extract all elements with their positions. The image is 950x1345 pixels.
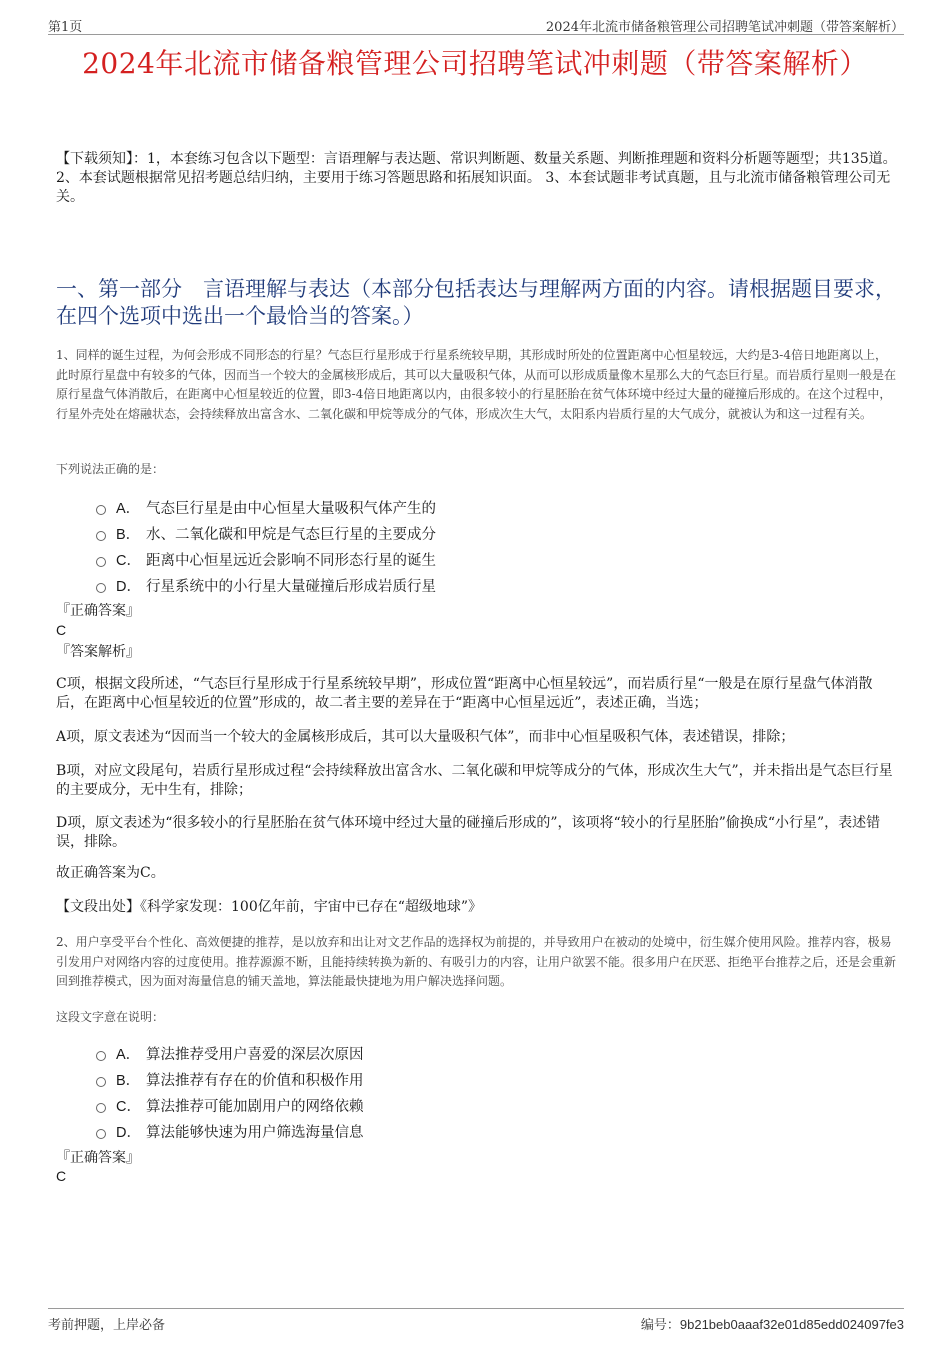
radio-icon[interactable] [96,1051,106,1061]
question-1-analysis-b: B项，对应文段尾句，岩质行星形成过程“会持续释放出富含水、二氧化碳和甲烷等成分的气体，形成次生大气”，并未指出是气态巨行星的主要成分，无中生有，排除； [56,763,893,798]
question-2-option-a[interactable]: A． 算法推荐受用户喜爱的深层次原因 [96,1040,856,1066]
radio-icon[interactable] [96,1129,106,1139]
radio-icon[interactable] [96,1103,106,1113]
question-2-option-c[interactable]: C． 算法推荐可能加剧用户的网络依赖 [96,1092,856,1118]
footer-code [641,1314,904,1333]
section-heading: 一、第一部分 言语理解与表达（本部分包括表达与理解两方面的内容。请根据题目要求，在四个选项中选出一个最恰当的答案。） [56,277,896,328]
document-title: 2024年北流市储备粮管理公司招聘笔试冲刺题（带答案解析） [82,47,868,80]
footer-slogan: 考前押题，上岸必备 [48,1318,166,1333]
radio-icon[interactable] [96,505,106,515]
page-header [48,14,904,35]
question-1-source: 【文段出处】《科学家发现：100亿年前，宇宙中已存在“超级地球”》 [56,899,483,915]
question-1-analysis-label: 『答案解析』 [56,644,140,660]
question-2-option-b[interactable]: B． 算法推荐有存在的价值和积极作用 [96,1066,856,1092]
question-1-analysis-a: A项，原文表述为“因而当一个较大的金属核形成后，其可以大量吸积气体”，而非中心恒星吸积气体，表述错误，排除； [56,729,795,745]
question-1-analysis-c: C项，根据文段所述，“气态巨行星形成于行星系统较早期”，形成位置“距离中心恒星较远”，而岩质行星“一般是在原行星盘气体消散后，在距离中心恒星较近的位置”形成的，故二者主要的差异在于“距离中心恒星远近”，表述正确，当选； [56,676,873,711]
radio-icon[interactable] [96,583,106,593]
question-1-prompt: 下列说法正确的是： [56,462,165,476]
radio-icon[interactable] [96,531,106,541]
question-1-option-a[interactable]: A． 气态巨行星是由中心恒星大量吸积气体产生的 [96,494,856,520]
footer-code-label: 编号： [640,1318,680,1333]
footer-code-value: 9b21beb0aaaf32e01d85edd024097fe3 [679,1317,904,1332]
question-2-options [96,1040,856,1144]
question-2-prompt: 这段文字意在说明： [56,1010,165,1024]
question-1-option-c[interactable]: C． 距离中心恒星远近会影响不同形态行星的诞生 [96,546,856,572]
header-doc-title: 2024年北流市储备粮管理公司招聘笔试冲刺题（带答案解析） [545,20,904,35]
question-1-answer-label: 『正确答案』 [56,603,140,619]
question-1-passage: 1、同样的诞生过程，为何会形成不同形态的行星？气态巨行星形成于行星系统较早期，其形成时所处的位置距离中心恒星较远，大约是3-4倍日地距离以上，此时原行星盘中有较多的气体，因而当一个较大的金属核形成后，其可以大量吸积气体，从而可以形成质量像木星那么大的气态巨行星。而岩质行星则一般是在原行星盘气体消散后，在距离中心恒星较近的位置，即3-4倍日地距离以内，由很多较小的行星胚胎在贫气体环境中经过大量的碰撞后形成的。在这个过程中，行星外壳处在熔融状态，会持续释放出富含水、二氧化碳和甲烷等成分的气体，形成次生大气，太阳系内岩质行星的大气成分，就被认为和这一过程有关。 [56,348,897,421]
question-2-passage: 2、用户享受平台个性化、高效便捷的推荐，是以放弃和出让对文艺作品的选择权为前提的，并导致用户在被动的处境中，衍生媒介使用风险。推荐内容，极易引发用户对网络内容的过度使用。推荐源源不断，且能持续转换为新的、有吸引力的内容，让用户欲罢不能。很多用户在厌恶、拒绝平台推荐之后，还是会重新回到推荐模式，因为面对海量信息的铺天盖地，算法能最快捷地为用户解决选择问题。 [56,935,897,988]
question-1-options [96,494,856,598]
question-2-answer: C [56,1168,67,1184]
page-number: 第1页 [48,20,83,35]
question-1-option-d[interactable]: D． 行星系统中的小行星大量碰撞后形成岩质行星 [96,572,856,598]
question-2-answer-label: 『正确答案』 [56,1150,140,1166]
question-1-option-b[interactable]: B． 水、二氧化碳和甲烷是气态巨行星的主要成分 [96,520,856,546]
download-notice: 【下载须知】：1，本套练习包含以下题型：言语理解与表达题、常识判断题、数量关系题、判断推理题和资料分析题等题型；共135道。 2、本套试题根据常见招考题总结归纳，主要用于练习答题思路和拓展知识面。 3、本套试题非考试真题，且与北流市储备粮管理公司无关。 [56,151,897,205]
page-footer [48,1308,904,1331]
question-1-answer: C [56,622,67,638]
question-1-analysis-d: D项，原文表述为“很多较小的行星胚胎在贫气体环境中经过大量的碰撞后形成的”，该项将“较小的行星胚胎”偷换成“小行星”，表述错误，排除。 [56,815,881,850]
question-1-conclusion: 故正确答案为C。 [56,865,165,881]
radio-icon[interactable] [96,557,106,567]
question-2-option-d[interactable]: D． 算法能够快速为用户筛选海量信息 [96,1118,856,1144]
radio-icon[interactable] [96,1077,106,1087]
